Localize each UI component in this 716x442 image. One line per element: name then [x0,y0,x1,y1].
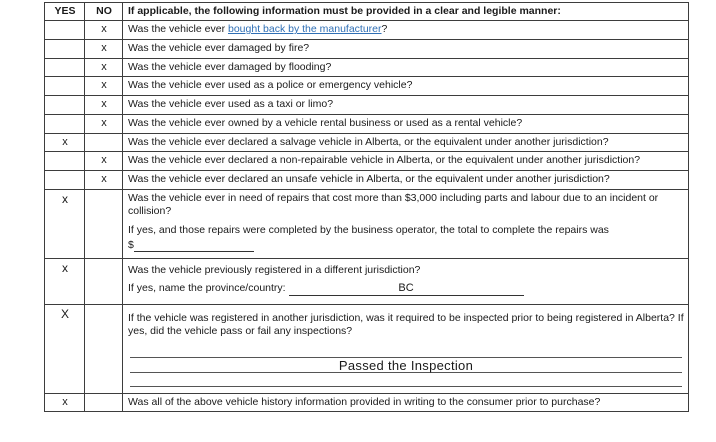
repairs-line-2: If yes, and those repairs were completed by the business operator, the total to complete the repairs was [128,224,609,237]
table-row [45,114,689,133]
header-statement: If applicable, the following information must be provided in a clear and legible manner: [123,3,689,21]
yes-checkbox[interactable] [45,114,85,133]
question-text: Was the vehicle ever used as a police or emergency vehicle? [123,77,689,96]
no-checkbox[interactable] [85,259,123,305]
registration-line-1: Was the vehicle previously registered in a different jurisdiction? [128,264,421,277]
no-checkbox[interactable]: x [85,171,123,190]
table-row [45,133,689,152]
registration-line-2-row [128,282,684,297]
yes-checkbox[interactable] [45,77,85,96]
registration-question [123,259,689,305]
no-checkbox[interactable] [85,393,123,412]
question-text: Was the vehicle ever declared a non-repairable vehicle in Alberta, or the equivalent under another jurisdiction? [123,152,689,171]
no-checkbox[interactable]: x [85,152,123,171]
yes-checkbox[interactable] [45,39,85,58]
yes-checkbox[interactable]: X [45,305,85,393]
no-checkbox[interactable]: x [85,96,123,115]
inspection-question [123,305,689,393]
inspection-answer-input[interactable]: Passed the Inspection [130,358,682,373]
question-text: Was the vehicle ever declared a salvage vehicle in Alberta, or the equivalent under another jurisdiction? [123,133,689,152]
question-text-before: Was the vehicle ever [128,23,228,36]
header-yes: YES [45,3,85,21]
inspection-rule-3 [130,373,682,387]
yes-checkbox[interactable]: x [45,259,85,305]
table-row [45,39,689,58]
table-row [45,171,689,190]
vehicle-history-table [44,2,689,412]
inspection-rule-1 [130,344,682,358]
table-row [45,58,689,77]
currency-symbol: $ [128,239,134,252]
registration-line-2: If yes, name the province/country: [128,281,286,294]
repairs-row [45,189,689,259]
question-text: Was the vehicle ever declared an unsafe vehicle in Alberta, or the equivalent under another jurisdiction? [123,171,689,190]
question-text: Was the vehicle ever damaged by flooding? [123,58,689,77]
inspection-line-1: If the vehicle was registered in another jurisdiction, was it required to be inspected prior to being registered in Alberta? If yes, did the vehicle pass or fail any inspections? [128,312,684,338]
repairs-amount-input[interactable] [134,240,254,252]
question-text: Was the vehicle ever damaged by fire? [123,39,689,58]
yes-checkbox[interactable]: x [45,189,85,259]
yes-checkbox[interactable] [45,96,85,115]
yes-checkbox[interactable]: x [45,133,85,152]
yes-checkbox[interactable]: x [45,393,85,412]
header-no: NO [85,3,123,21]
no-checkbox[interactable]: x [85,39,123,58]
no-checkbox[interactable] [85,305,123,393]
yes-checkbox[interactable] [45,171,85,190]
yes-checkbox[interactable] [45,21,85,40]
repairs-line-1: Was the vehicle ever in need of repairs that cost more than $3,000 including parts and labour due to an incident or collision? [128,191,659,217]
repairs-amount-row [128,239,684,252]
yes-checkbox[interactable] [45,58,85,77]
registration-row [45,259,689,305]
no-checkbox[interactable]: x [85,21,123,40]
table-row [45,77,689,96]
question-text [123,21,689,40]
no-checkbox[interactable]: x [85,114,123,133]
buyback-link[interactable]: bought back by the manufacturer [228,23,382,36]
question-text-after: ? [381,23,388,36]
table-row [45,96,689,115]
question-text: Was the vehicle ever used as a taxi or limo? [123,96,689,115]
no-checkbox[interactable] [85,133,123,152]
jurisdiction-input[interactable]: BC [289,282,524,297]
table-row [45,152,689,171]
table-header-row [45,3,689,21]
question-text: Was the vehicle ever owned by a vehicle rental business or used as a rental vehicle? [123,114,689,133]
final-row [45,393,689,412]
yes-checkbox[interactable] [45,152,85,171]
repairs-question [123,189,689,259]
no-checkbox[interactable]: x [85,58,123,77]
document-page [0,2,716,442]
no-checkbox[interactable]: x [85,77,123,96]
no-checkbox[interactable] [85,189,123,259]
table-row [45,21,689,40]
question-text: Was all of the above vehicle history information provided in writing to the consumer prior to purchase? [123,393,689,412]
inspection-row [45,305,689,393]
